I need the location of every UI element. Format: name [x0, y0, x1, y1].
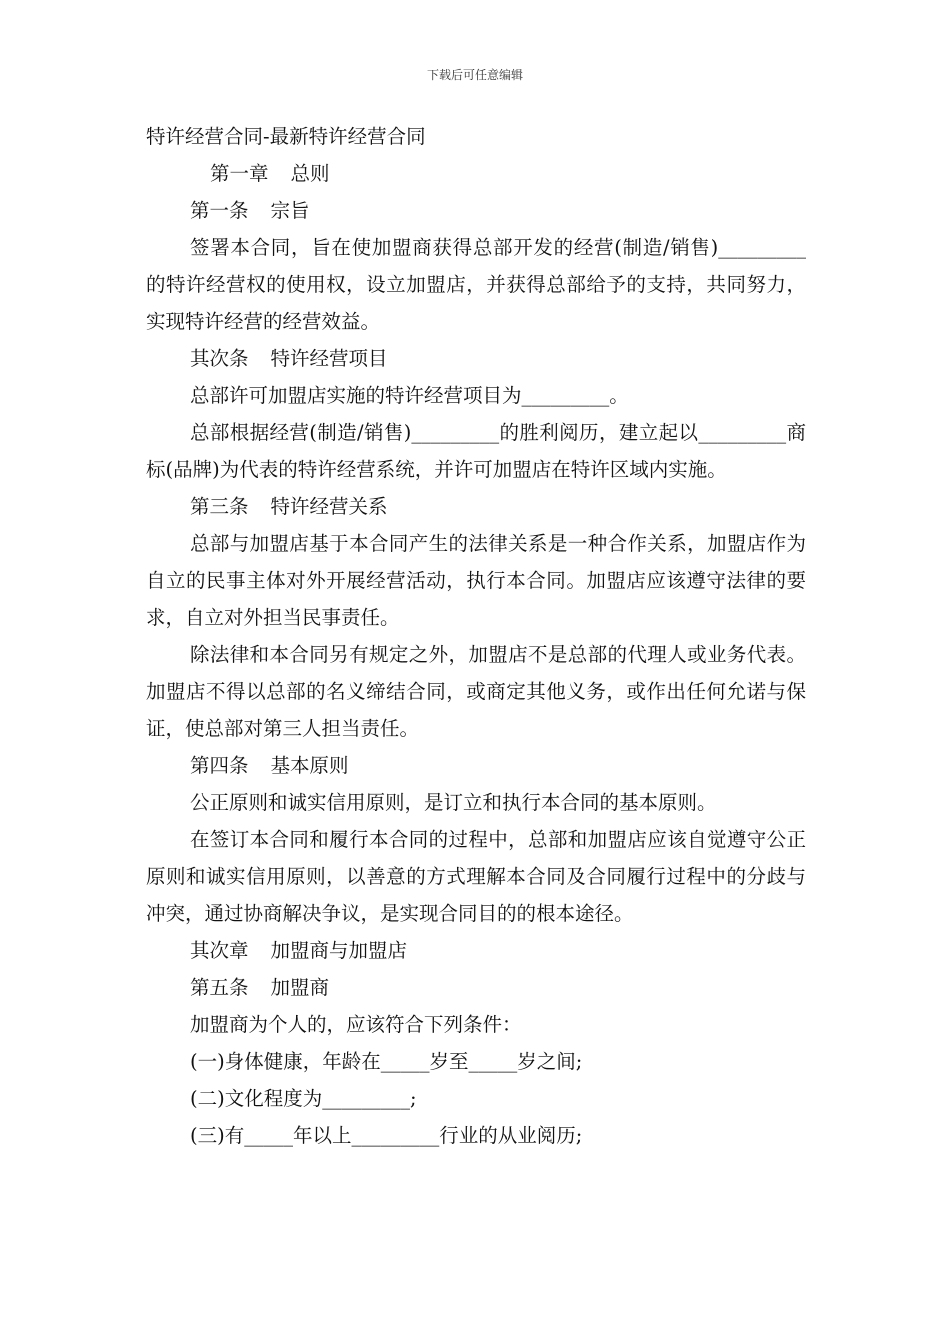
page-header: 下载后可任意编辑 [426, 68, 523, 82]
article-heading-2 [146, 340, 806, 377]
document-body [146, 118, 806, 1154]
paragraph: 除法律和本合同另有规定之外，加盟店不是总部的代理人或业务代表。加盟店不得以总部的名义缔结合同，或商定其他义务，或作出任何允诺与保证，使总部对第三人担当责任。 [146, 643, 806, 740]
article-number: 其次条 [190, 347, 249, 370]
chapter-name: 加盟商与加盟店 [270, 939, 408, 962]
article-heading-3 [146, 488, 806, 525]
paragraph: 公正原则和诚实信用原则，是订立和执行本合同的基本原则。 [190, 791, 717, 814]
chapter-heading-1 [146, 155, 806, 192]
article-name: 基本原则 [270, 754, 349, 777]
article-heading-5 [146, 969, 806, 1006]
chapter-number: 第一章 [210, 162, 269, 185]
paragraph: 总部许可加盟店实施的特许经营项目为_________。 [190, 384, 629, 407]
chapter-number: 其次章 [190, 939, 249, 962]
article-name: 特许经营关系 [270, 495, 388, 518]
article-heading-1 [146, 192, 806, 229]
document-title: 特许经营合同-最新特许经营合同 [146, 125, 426, 148]
paragraph: 签署本合同，旨在使加盟商获得总部开发的经营(制造/销售)_________的特许经营权的使用权，设立加盟店，并获得总部给予的支持，共同努力，实现特许经营的经营效益。 [146, 236, 806, 333]
article-name: 宗旨 [270, 199, 310, 222]
article-number: 第四条 [190, 754, 249, 777]
list-item: (三)有_____年以上_________行业的从业阅历; [190, 1124, 583, 1147]
article-number: 第一条 [190, 199, 249, 222]
chapter-name: 总则 [290, 162, 330, 185]
list-item: (一)身体健康，年龄在_____岁至_____岁之间; [190, 1050, 583, 1073]
article-name: 特许经营项目 [270, 347, 388, 370]
article-name: 加盟商 [270, 976, 330, 999]
article-number: 第三条 [190, 495, 249, 518]
article-number: 第五条 [190, 976, 249, 999]
article-heading-4 [146, 747, 806, 784]
paragraph: 加盟商为个人的，应该符合下列条件： [190, 1013, 522, 1036]
list-item: (二)文化程度为_________; [190, 1087, 417, 1110]
paragraph: 总部与加盟店基于本合同产生的法律关系是一种合作关系，加盟店作为自立的民事主体对外开展经营活动，执行本合同。加盟店应该遵守法律的要求，自立对外担当民事责任。 [146, 532, 806, 629]
paragraph: 在签订本合同和履行本合同的过程中，总部和加盟店应该自觉遵守公正原则和诚实信用原则，以善意的方式理解本合同及合同履行过程中的分歧与冲突，通过协商解决争议，是实现合同目的的根本途径。 [146, 828, 806, 925]
paragraph: 总部根据经营(制造/销售)_________的胜利阅历，建立起以_________商标(品牌)为代表的特许经营系统，并许可加盟店在特许区域内实施。 [146, 421, 806, 481]
chapter-heading-2 [146, 932, 806, 969]
